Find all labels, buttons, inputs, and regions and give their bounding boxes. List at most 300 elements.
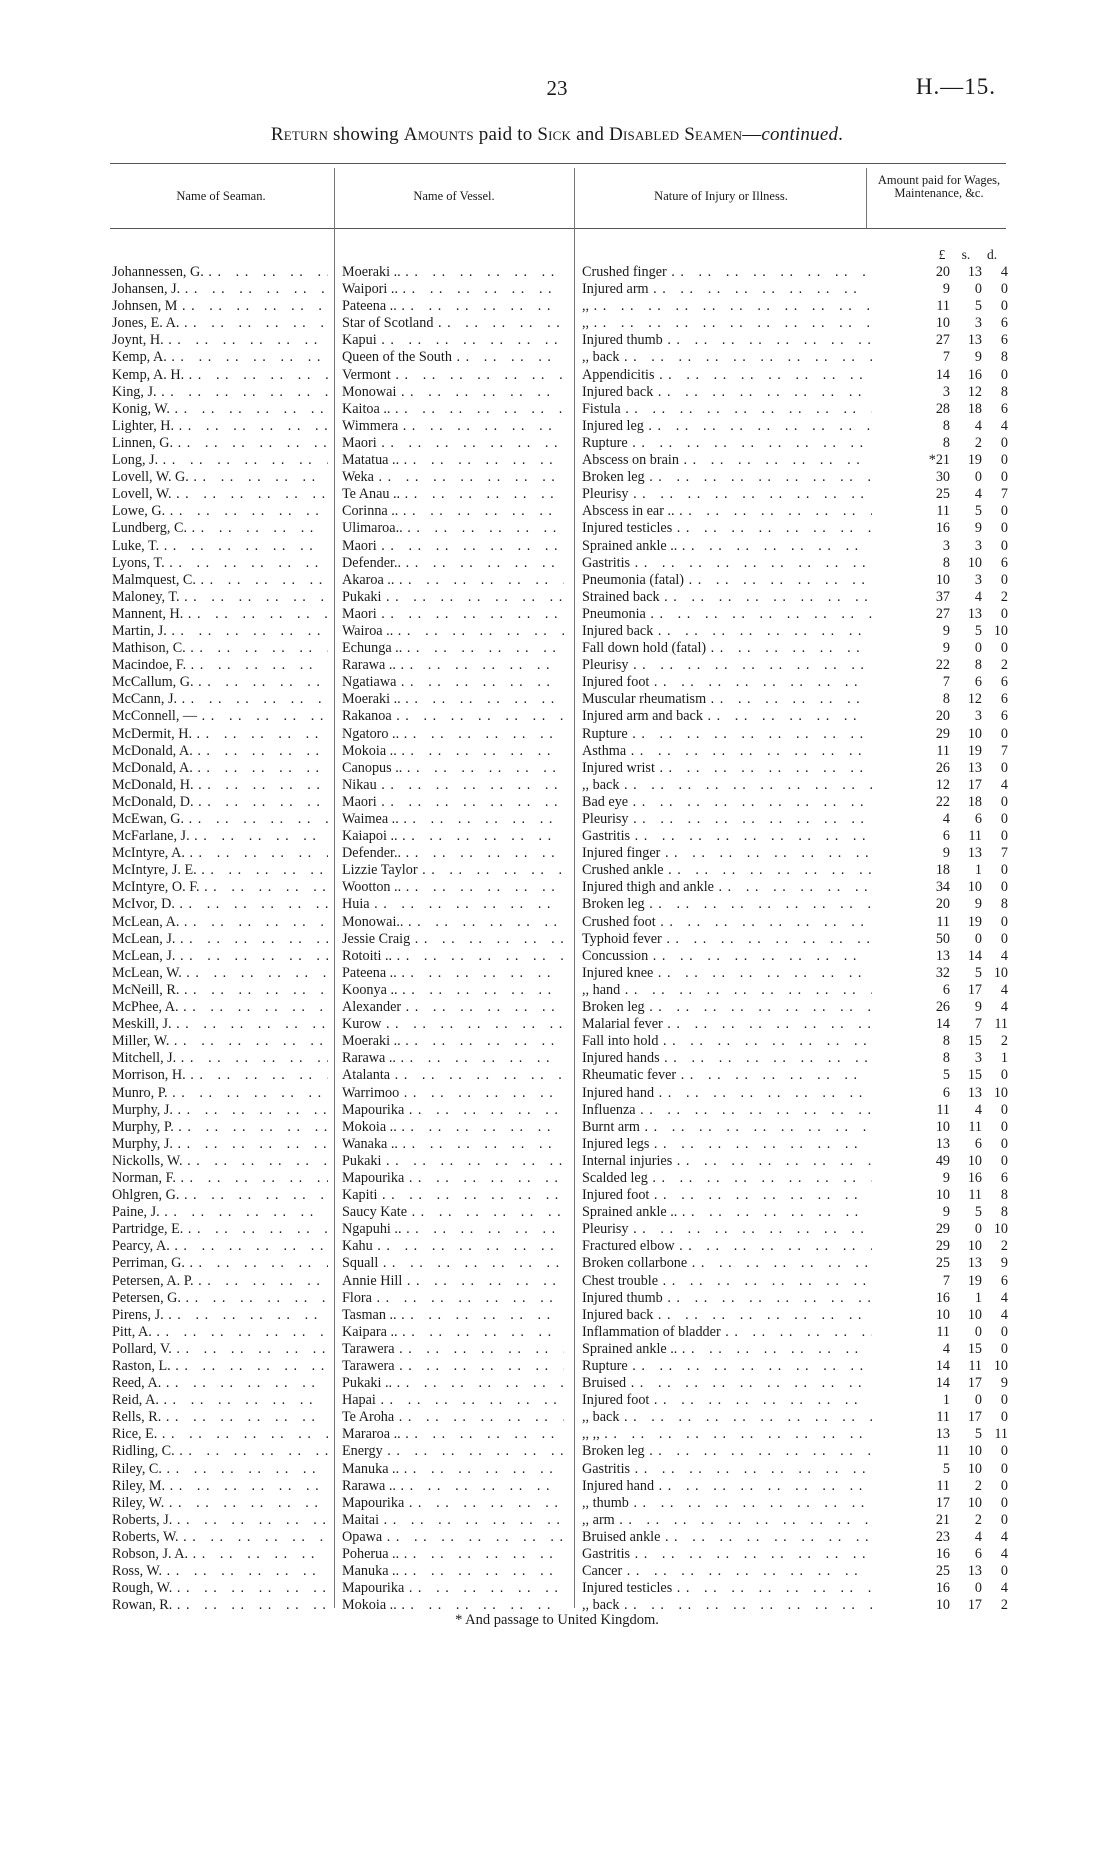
injury-nature: Injured hand . .: [582, 1085, 872, 1102]
amount-pounds: 3: [942, 383, 950, 400]
table-row: [0, 1136, 1114, 1153]
seaman-name: Norman, F. . .: [112, 1170, 328, 1187]
table-row: [0, 1563, 1114, 1580]
amount-shillings: 5: [974, 964, 982, 981]
amount-pounds: 25: [935, 1563, 950, 1580]
seaman-name: Morrison, H. . .: [112, 1067, 328, 1084]
seaman-name: McCann, J. . .: [112, 691, 328, 708]
amount-pence: 6: [1000, 315, 1008, 332]
vessel-name: Wimmera . .: [342, 418, 564, 435]
amount-pounds: 14: [935, 1358, 950, 1374]
seaman-name: Petersen, A. P. . .: [112, 1273, 328, 1290]
injury-nature: ,, back . .: [582, 777, 872, 794]
table-row: [0, 1426, 1114, 1443]
injury-nature: ,, arm . .: [582, 1512, 872, 1529]
amount-shillings: 0: [974, 281, 982, 298]
amount-shillings: 3: [974, 571, 982, 588]
amount-pence: 8: [1000, 383, 1008, 400]
amount-pounds: 11: [936, 913, 950, 930]
amount-pence: 0: [1000, 1443, 1008, 1460]
vessel-name: Ulimaroa.. . .: [342, 520, 564, 537]
amount-shillings: 13: [967, 1563, 982, 1580]
table-row: [0, 349, 1114, 366]
table-row: [0, 1273, 1114, 1290]
seaman-name: McDermit, H. . .: [112, 726, 328, 743]
amount-shillings: 5: [974, 503, 982, 520]
amount-shillings: 2: [974, 434, 982, 451]
injury-nature: Crushed ankle . .: [582, 862, 872, 879]
vessel-name: Alexander . .: [342, 999, 564, 1016]
table-row: [0, 469, 1114, 486]
header-nature-of-injury: Nature of Injury or Illness.: [654, 189, 788, 203]
amount-shillings: 15: [967, 1067, 982, 1084]
injury-nature: ,, thumb . .: [582, 1495, 872, 1512]
amount-pounds: 32: [935, 964, 950, 981]
seaman-name: Lovell, W. . .: [112, 486, 328, 503]
amount-pence: 0: [1000, 434, 1008, 451]
injury-nature: Sprained ankle .. . .: [582, 538, 872, 555]
amount-pounds: 9: [942, 1204, 950, 1221]
injury-nature: Asthma . .: [582, 743, 872, 760]
amount-pence: 0: [1000, 1101, 1008, 1118]
seaman-name: McDonald, D. . .: [112, 794, 328, 811]
amount-shillings: 0: [974, 640, 982, 657]
table-row: [0, 315, 1114, 332]
amount-pounds: 37: [935, 588, 950, 605]
seaman-name: Reed, A. . .: [112, 1375, 328, 1392]
amount-shillings: 10: [967, 1238, 982, 1255]
seaman-name: McDonald, A. . .: [112, 760, 328, 777]
injury-nature: Fistula . .: [582, 401, 872, 418]
injury-nature: Pleurisy . .: [582, 811, 872, 828]
amount-pounds: 1: [942, 1392, 950, 1409]
injury-nature: Injured hands . .: [582, 1050, 872, 1067]
injury-nature: Rupture . .: [582, 1358, 872, 1375]
injury-nature: Injured back . .: [582, 623, 872, 640]
amount-pounds: 26: [935, 759, 950, 776]
amount-pence: 2: [1000, 588, 1008, 605]
amount-pence: 0: [1000, 605, 1008, 622]
amount-pounds: 6: [942, 981, 950, 998]
table-row: [0, 931, 1114, 948]
vessel-name: Defender.. . .: [342, 845, 564, 862]
vessel-name: Maitai . .: [342, 1512, 564, 1529]
amount-shillings: 19: [967, 1272, 982, 1289]
seaman-name: Ridling, C. . .: [112, 1443, 328, 1460]
vessel-name: Annie Hill . .: [342, 1273, 564, 1290]
seaman-name: Kemp, A. . .: [112, 349, 328, 366]
amount-pounds: 8: [942, 1050, 950, 1067]
title-word: Sick: [537, 124, 572, 145]
vessel-name: Pukaki .. . .: [342, 1375, 564, 1392]
seaman-name: McPhee, A. . .: [112, 999, 328, 1016]
table-row: [0, 657, 1114, 674]
vessel-name: Mapourika . .: [342, 1102, 564, 1119]
table-row: [0, 1204, 1114, 1221]
amount-pounds: 29: [935, 725, 950, 742]
injury-nature: Broken leg . .: [582, 896, 872, 913]
amount-pounds: 16: [935, 1289, 950, 1306]
amount-shillings: 16: [967, 1169, 982, 1186]
amount-shillings: 12: [967, 691, 982, 708]
injury-nature: Strained back . .: [582, 589, 872, 606]
amount-pence: 0: [1000, 1340, 1008, 1357]
amount-pounds: 11: [936, 1323, 950, 1340]
injury-nature: Injured foot . .: [582, 674, 872, 691]
amount-shillings: 10: [967, 725, 982, 742]
table-row: [0, 367, 1114, 384]
vessel-name: Mokoia .. . .: [342, 1119, 564, 1136]
amount-pounds: 34: [935, 879, 950, 896]
amount-pounds: 10: [935, 315, 950, 332]
vessel-name: Atalanta . .: [342, 1067, 564, 1084]
seaman-name: Rowan, R. . .: [112, 1597, 328, 1614]
amount-shillings: 9: [974, 520, 982, 537]
amount-pence: 4: [1000, 264, 1008, 280]
vessel-name: Mapourika . .: [342, 1170, 564, 1187]
amount-shillings: 18: [967, 400, 982, 417]
amount-pounds: 11: [936, 298, 950, 315]
amount-shillings: 2: [974, 1477, 982, 1494]
amount-pounds: 22: [935, 793, 950, 810]
amount-shillings: 4: [974, 588, 982, 605]
amount-pence: 10: [993, 1084, 1008, 1101]
column-divider: [866, 168, 867, 228]
vessel-name: Mapourika . .: [342, 1580, 564, 1597]
table-top-rule: [110, 163, 1006, 164]
amount-pence: 0: [1000, 520, 1008, 537]
amount-shillings: 6: [974, 811, 982, 827]
amount-pence: 4: [1000, 1306, 1008, 1323]
injury-nature: Injured thigh and ankle . .: [582, 879, 872, 896]
seaman-name: Murphy, P. . .: [112, 1119, 328, 1136]
amount-pence: 6: [1000, 674, 1008, 691]
amount-shillings: 6: [974, 674, 982, 691]
amount-pence: 4: [1000, 999, 1008, 1016]
amount-pence: 4: [1000, 776, 1008, 793]
table-row: [0, 1512, 1114, 1529]
injury-nature: Gastritis . .: [582, 1546, 872, 1563]
table-row: [0, 435, 1114, 452]
amount-pence: 0: [1000, 452, 1008, 469]
table-row: [0, 264, 1114, 281]
amount-pounds: 8: [942, 691, 950, 708]
amount-pence: 0: [1000, 1563, 1008, 1580]
injury-nature: Cancer . .: [582, 1563, 872, 1580]
amount-pounds: 14: [935, 1016, 950, 1033]
amount-shillings: 18: [967, 793, 982, 810]
table-row: [0, 1495, 1114, 1512]
amount-shillings: 12: [967, 383, 982, 400]
title-word: Disabled: [609, 124, 680, 145]
amount-pence: 2: [1000, 657, 1008, 674]
seaman-name: Johannessen, G. . .: [112, 264, 328, 281]
seaman-name: Pirens, J. . .: [112, 1307, 328, 1324]
amount-shillings: 16: [967, 366, 982, 383]
vessel-name: Rakanoa . .: [342, 708, 564, 725]
vessel-name: Kurow . .: [342, 1016, 564, 1033]
vessel-name: Flora . .: [342, 1290, 564, 1307]
amount-pounds: 29: [935, 1221, 950, 1238]
seaman-name: Riley, C. . .: [112, 1461, 328, 1478]
table-row: [0, 1187, 1114, 1204]
table-row: [0, 623, 1114, 640]
vessel-name: Monowai.. . .: [342, 914, 564, 931]
amount-pounds: 27: [935, 332, 950, 349]
amount-pence: 0: [1000, 1511, 1008, 1528]
amount-shillings: 3: [974, 537, 982, 554]
amount-shillings: 10: [967, 554, 982, 571]
injury-nature: Appendicitis . .: [582, 367, 872, 384]
vessel-name: Kaitoa .. . .: [342, 401, 564, 418]
seaman-name: Linnen, G. . .: [112, 435, 328, 452]
vessel-name: Ngatiawa . .: [342, 674, 564, 691]
seaman-name: Riley, M. . .: [112, 1478, 328, 1495]
seaman-name: Rice, E. . .: [112, 1426, 328, 1443]
amount-pence: 0: [1000, 1135, 1008, 1152]
amount-pounds: 30: [935, 469, 950, 486]
seaman-name: Macindoe, F. . .: [112, 657, 328, 674]
amount-pence: 10: [993, 1358, 1008, 1374]
vessel-name: Kaipara .. . .: [342, 1324, 564, 1341]
seaman-name: McNeill, R. . .: [112, 982, 328, 999]
seaman-name: Meskill, J. . .: [112, 1016, 328, 1033]
seaman-name: Murphy, J. . .: [112, 1136, 328, 1153]
amount-shillings: 17: [967, 981, 982, 998]
injury-nature: Typhoid fever . .: [582, 931, 872, 948]
injury-nature: Fall down hold (fatal) . .: [582, 640, 872, 657]
amount-shillings: 13: [967, 605, 982, 622]
table-row: [0, 777, 1114, 794]
injury-nature: Influenza . .: [582, 1102, 872, 1119]
seaman-name: McFarlane, J. . .: [112, 828, 328, 845]
table-row: [0, 1102, 1114, 1119]
amount-pounds: 49: [935, 1152, 950, 1169]
injury-nature: Injured testicles . .: [582, 520, 872, 537]
amount-pence: 8: [1000, 349, 1008, 366]
vessel-name: Te Aroha . .: [342, 1409, 564, 1426]
vessel-name: Rotoiti .. . .: [342, 948, 564, 965]
amount-pounds: 10: [935, 1597, 950, 1614]
amount-pence: 2: [1000, 1238, 1008, 1255]
amount-pounds: 5: [942, 1067, 950, 1084]
injury-nature: Gastritis . .: [582, 555, 872, 572]
seaman-name: Roberts, J. . .: [112, 1512, 328, 1529]
amount-pence: 9: [1000, 1255, 1008, 1272]
vessel-name: Mapourika . .: [342, 1495, 564, 1512]
seaman-name: Lowe, G. . .: [112, 503, 328, 520]
amount-pence: 0: [1000, 1409, 1008, 1426]
injury-nature: Scalded leg . .: [582, 1170, 872, 1187]
table-row: [0, 1341, 1114, 1358]
amount-pounds: 7: [942, 1272, 950, 1289]
injury-nature: Injured back . .: [582, 1307, 872, 1324]
seaman-name: McLean, W. . .: [112, 965, 328, 982]
amount-pence: 0: [1000, 1323, 1008, 1340]
seaman-name: Rells, R. . .: [112, 1409, 328, 1426]
amount-pence: 1: [1000, 1050, 1008, 1067]
amount-pounds: 6: [942, 1084, 950, 1101]
vessel-name: Energy . .: [342, 1443, 564, 1460]
header-amount-paid: Amount paid for Wages, Maintenance, &c.: [877, 173, 1001, 200]
seaman-name: Perriman, G. . .: [112, 1255, 328, 1272]
injury-nature: Pleurisy . .: [582, 486, 872, 503]
table-row: [0, 606, 1114, 623]
amount-shillings: 10: [967, 1494, 982, 1511]
injury-nature: ,, back . .: [582, 349, 872, 366]
vessel-name: Pateena .. . .: [342, 965, 564, 982]
amount-pounds: 50: [935, 930, 950, 947]
footnote: * And passage to United Kingdom.: [455, 1612, 659, 1628]
amount-pence: 0: [1000, 571, 1008, 588]
seaman-name: Joynt, H. . .: [112, 332, 328, 349]
injury-nature: ,, hand . .: [582, 982, 872, 999]
table-row: [0, 1153, 1114, 1170]
amount-pounds: 25: [935, 486, 950, 503]
injury-nature: Concussion . .: [582, 948, 872, 965]
amount-pence: 0: [1000, 640, 1008, 657]
amount-shillings: 13: [967, 845, 982, 862]
amount-pounds: 11: [936, 742, 950, 759]
injury-nature: Injured leg . .: [582, 418, 872, 435]
injury-nature: Rupture . .: [582, 726, 872, 743]
injury-nature: Pleurisy . .: [582, 1221, 872, 1238]
table-row: [0, 1461, 1114, 1478]
table-row: [0, 845, 1114, 862]
amount-shillings: 15: [967, 1340, 982, 1357]
vessel-name: Vermont . .: [342, 367, 564, 384]
amount-pounds: 28: [935, 400, 950, 417]
table-row: [0, 1358, 1114, 1375]
seaman-name: Maloney, T. . .: [112, 589, 328, 606]
vessel-name: Mararoa .. . .: [342, 1426, 564, 1443]
vessel-name: Maori . .: [342, 606, 564, 623]
vessel-name: Rarawa .. . .: [342, 1050, 564, 1067]
seaman-name: Paine, J. . .: [112, 1204, 328, 1221]
injury-nature: Rheumatic fever . .: [582, 1067, 872, 1084]
vessel-name: Manuka .. . .: [342, 1563, 564, 1580]
amount-pounds: 25: [935, 1255, 950, 1272]
seaman-name: King, J. . .: [112, 384, 328, 401]
amount-shillings: 13: [967, 332, 982, 349]
amount-pence: 6: [1000, 1169, 1008, 1186]
amount-pounds: 18: [935, 862, 950, 879]
amount-shillings: 6: [974, 1546, 982, 1563]
amount-shillings: 11: [968, 1358, 982, 1374]
vessel-name: Te Anau .. . .: [342, 486, 564, 503]
amount-shillings: 0: [974, 1392, 982, 1409]
amount-shillings: 4: [974, 486, 982, 503]
injury-nature: Inflammation of bladder . .: [582, 1324, 872, 1341]
amount-pounds: 6: [942, 828, 950, 845]
title-word: Amounts: [403, 124, 474, 145]
amount-pounds: 9: [942, 845, 950, 862]
amount-pence: 2: [1000, 1033, 1008, 1050]
table-row: [0, 1221, 1114, 1238]
seaman-name: Pearcy, A. . .: [112, 1238, 328, 1255]
header-name-of-seaman: Name of Seaman.: [176, 189, 266, 203]
amount-pounds: 16: [935, 1546, 950, 1563]
amount-pounds: 9: [942, 622, 950, 639]
table-row: [0, 1033, 1114, 1050]
injury-nature: Injured arm and back . .: [582, 708, 872, 725]
amount-pounds: 10: [935, 571, 950, 588]
amount-pounds: 7: [942, 674, 950, 691]
amount-pence: 7: [1000, 486, 1008, 503]
vessel-name: Moeraki .. . .: [342, 264, 564, 281]
injury-nature: Gastritis . .: [582, 1461, 872, 1478]
title-word: paid to: [473, 124, 538, 145]
amount-pence: 11: [994, 1016, 1008, 1033]
vessel-name: Jessie Craig . .: [342, 931, 564, 948]
seaman-name: McDonald, H. . .: [112, 777, 328, 794]
table-row: [0, 1409, 1114, 1426]
amount-pence: 0: [1000, 879, 1008, 896]
table-row: [0, 760, 1114, 777]
amount-pence: 10: [993, 622, 1008, 639]
vessel-name: Poherua .. . .: [342, 1546, 564, 1563]
injury-nature: Fractured elbow . .: [582, 1238, 872, 1255]
table-row: [0, 298, 1114, 315]
table-row: [0, 914, 1114, 931]
vessel-name: Hapai . .: [342, 1392, 564, 1409]
injury-nature: Injured thumb . .: [582, 332, 872, 349]
injury-nature: Malarial fever . .: [582, 1016, 872, 1033]
seaman-name: Reid, A. . .: [112, 1392, 328, 1409]
table-row: [0, 1580, 1114, 1597]
title-word: .: [838, 124, 844, 145]
amount-shillings: 17: [967, 776, 982, 793]
amount-pence: 0: [1000, 862, 1008, 879]
amount-shillings: 14: [967, 947, 982, 964]
amount-pounds: 16: [935, 1580, 950, 1597]
vessel-name: Waipori .. . .: [342, 281, 564, 298]
amount-shillings: 10: [967, 1443, 982, 1460]
table-row: [0, 674, 1114, 691]
amount-pence: 0: [1000, 913, 1008, 930]
injury-nature: ,, ,, . .: [582, 1426, 872, 1443]
seaman-name: McConnell, — . .: [112, 708, 328, 725]
vessel-name: Kaiapoi .. . .: [342, 828, 564, 845]
injury-nature: Abscess in ear .. . .: [582, 503, 872, 520]
vessel-name: Nikau . .: [342, 777, 564, 794]
vessel-name: Moeraki .. . .: [342, 1033, 564, 1050]
table-row: [0, 982, 1114, 999]
amount-shillings: 11: [968, 1187, 982, 1204]
vessel-name: Kahu . .: [342, 1238, 564, 1255]
document-reference: H.—15.: [915, 74, 996, 99]
amount-pounds: 11: [936, 1409, 950, 1426]
title-word: Seamen: [684, 124, 743, 145]
pence-unit: d.: [986, 247, 998, 262]
amount-shillings: 13: [967, 759, 982, 776]
seaman-name: Malmquest, C. . .: [112, 572, 328, 589]
amount-pounds: 8: [942, 1033, 950, 1050]
amount-pence: 0: [1000, 503, 1008, 520]
seaman-name: Lovell, W. G. . .: [112, 469, 328, 486]
injury-nature: Injured wrist . .: [582, 760, 872, 777]
table-row: [0, 520, 1114, 537]
seaman-name: Lundberg, C. . .: [112, 520, 328, 537]
amount-shillings: 9: [974, 999, 982, 1016]
table-row: [0, 828, 1114, 845]
amount-shillings: 6: [974, 1135, 982, 1152]
amount-shillings: 5: [974, 1204, 982, 1221]
table-row: [0, 384, 1114, 401]
table-row: [0, 1290, 1114, 1307]
injury-nature: Burnt arm . .: [582, 1119, 872, 1136]
amount-pounds: 22: [935, 657, 950, 674]
